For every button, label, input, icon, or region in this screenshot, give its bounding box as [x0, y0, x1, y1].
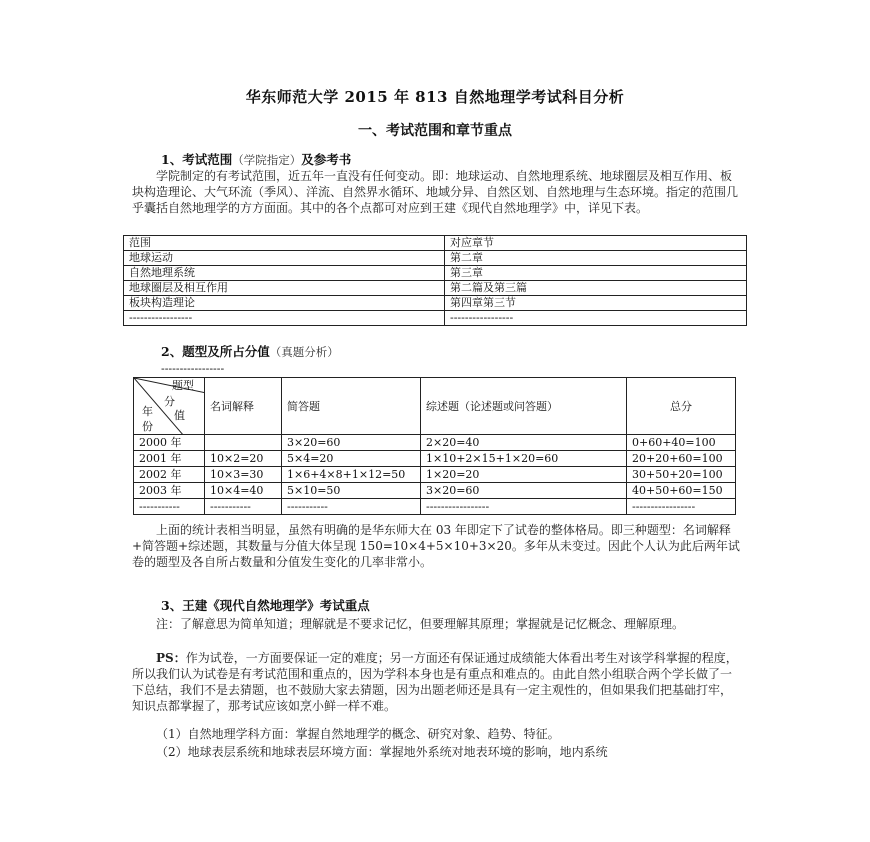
list-item: （2）地球表层系统和地球表层环境方面：掌握地外系统对地表环境的影响，地内系统: [156, 745, 608, 759]
table-header-row: [124, 236, 747, 251]
table-header-cell: 综述题（论述题或问答题）: [421, 378, 627, 435]
diagonal-header-cell: 题型 分 值 年 份: [134, 378, 205, 435]
table-header-cell: 总分: [627, 378, 736, 435]
table-row: 地球圈层及相互作用 第二篇及第三篇: [124, 281, 747, 296]
paragraph-analysis: 上面的统计表相当明显，虽然有明确的是华东师大在 03 年即定下了试卷的整体格局。即三种题型：名词解释+简答题+综述题，其数量与分值大体呈现 150=10×4+5×10+3×20。多年从未变过。因此个人认为此后两年试卷的题型及各自所占数量和分值发生变化的几率非常小。: [132, 523, 740, 569]
paragraph-scope: 学院制定的有考试范围，近五年一直没有任何变动。即：地球运动、自然地理系统、地球圈层及相互作用、板块构造理论、大气环流（季风）、洋流、自然界水循环、地域分异、自然区划、自然地理与生态环境。指定的范围几乎囊括自然地理学的方方面面。其中的各个点都可对应到王建《现代自然地理学》中，详见下表。: [132, 169, 739, 215]
table-row: 2003 年 10×4=40 5×10=50 3×20=60 40+50+60=150: [134, 483, 736, 499]
ps-label: PS：: [156, 651, 186, 665]
question-score-table: [133, 377, 736, 515]
subsection-heading-1: 1、考试范围（学院指定）及参考书: [161, 152, 352, 167]
table-header-cell: 名词解释: [205, 378, 282, 435]
table-row: 板块构造理论 第四章第三节: [124, 296, 747, 311]
paragraph-ps: PS：作为试卷，一方面要保证一定的难度；另一方面还有保证通过成绩能大体看出考生对该学科掌握的程度，所以我们认为试卷是有考试范围和重点的，因为学科本身也是有重点和难点的。由此自然小组联合两个学长做了一下总结，我们不是去猜题，也不鼓励大家去猜题，因为出题老师还是具有一定主观性的，但如果我们把基础打牢，知识点都掌握了，那考试应该如烹小鲜一样不难。: [132, 651, 738, 713]
table-row: 地球运动 第二章: [124, 251, 747, 266]
table-row: ----------- ----------- ----------- ----------------- -----------------: [134, 499, 736, 515]
subsection-heading-2: 2、题型及所占分值（真题分析）: [161, 344, 339, 359]
document-title: 华东师范大学 2015 年 813 自然地理学考试科目分析: [245, 88, 625, 106]
table-row: ----------------- -----------------: [124, 311, 747, 326]
table-header-row: [134, 378, 736, 435]
table-row: 2000 年 3×20=60 2×20=40 0+60+40=100: [134, 435, 736, 451]
table-header-cell: 对应章节: [445, 236, 747, 251]
table-row: 自然地理系统 第三章: [124, 266, 747, 281]
dash-line: -----------------: [161, 362, 225, 375]
paragraph-note: 注：了解意思为简单知道；理解就是不要求记忆，但要理解其原理；掌握就是记忆概念、理解原理。: [156, 617, 685, 631]
section-heading: 一、考试范围和章节重点: [358, 123, 512, 139]
table-header-cell: 简答题: [282, 378, 421, 435]
scope-chapter-table: [123, 235, 747, 326]
subsection-heading-3: 3、王建《现代自然地理学》考试重点: [161, 598, 370, 613]
table-row: 2002 年 10×3=30 1×6+4×8+1×12=50 1×20=20 30+50+20=100: [134, 467, 736, 483]
list-item: （1）自然地理学科方面：掌握自然地理学的概念、研究对象、趋势、特征。: [156, 727, 560, 741]
table-row: 2001 年 10×2=20 5×4=20 1×10+2×15+1×20=60 20+20+60=100: [134, 451, 736, 467]
table-header-cell: 范围: [124, 236, 445, 251]
